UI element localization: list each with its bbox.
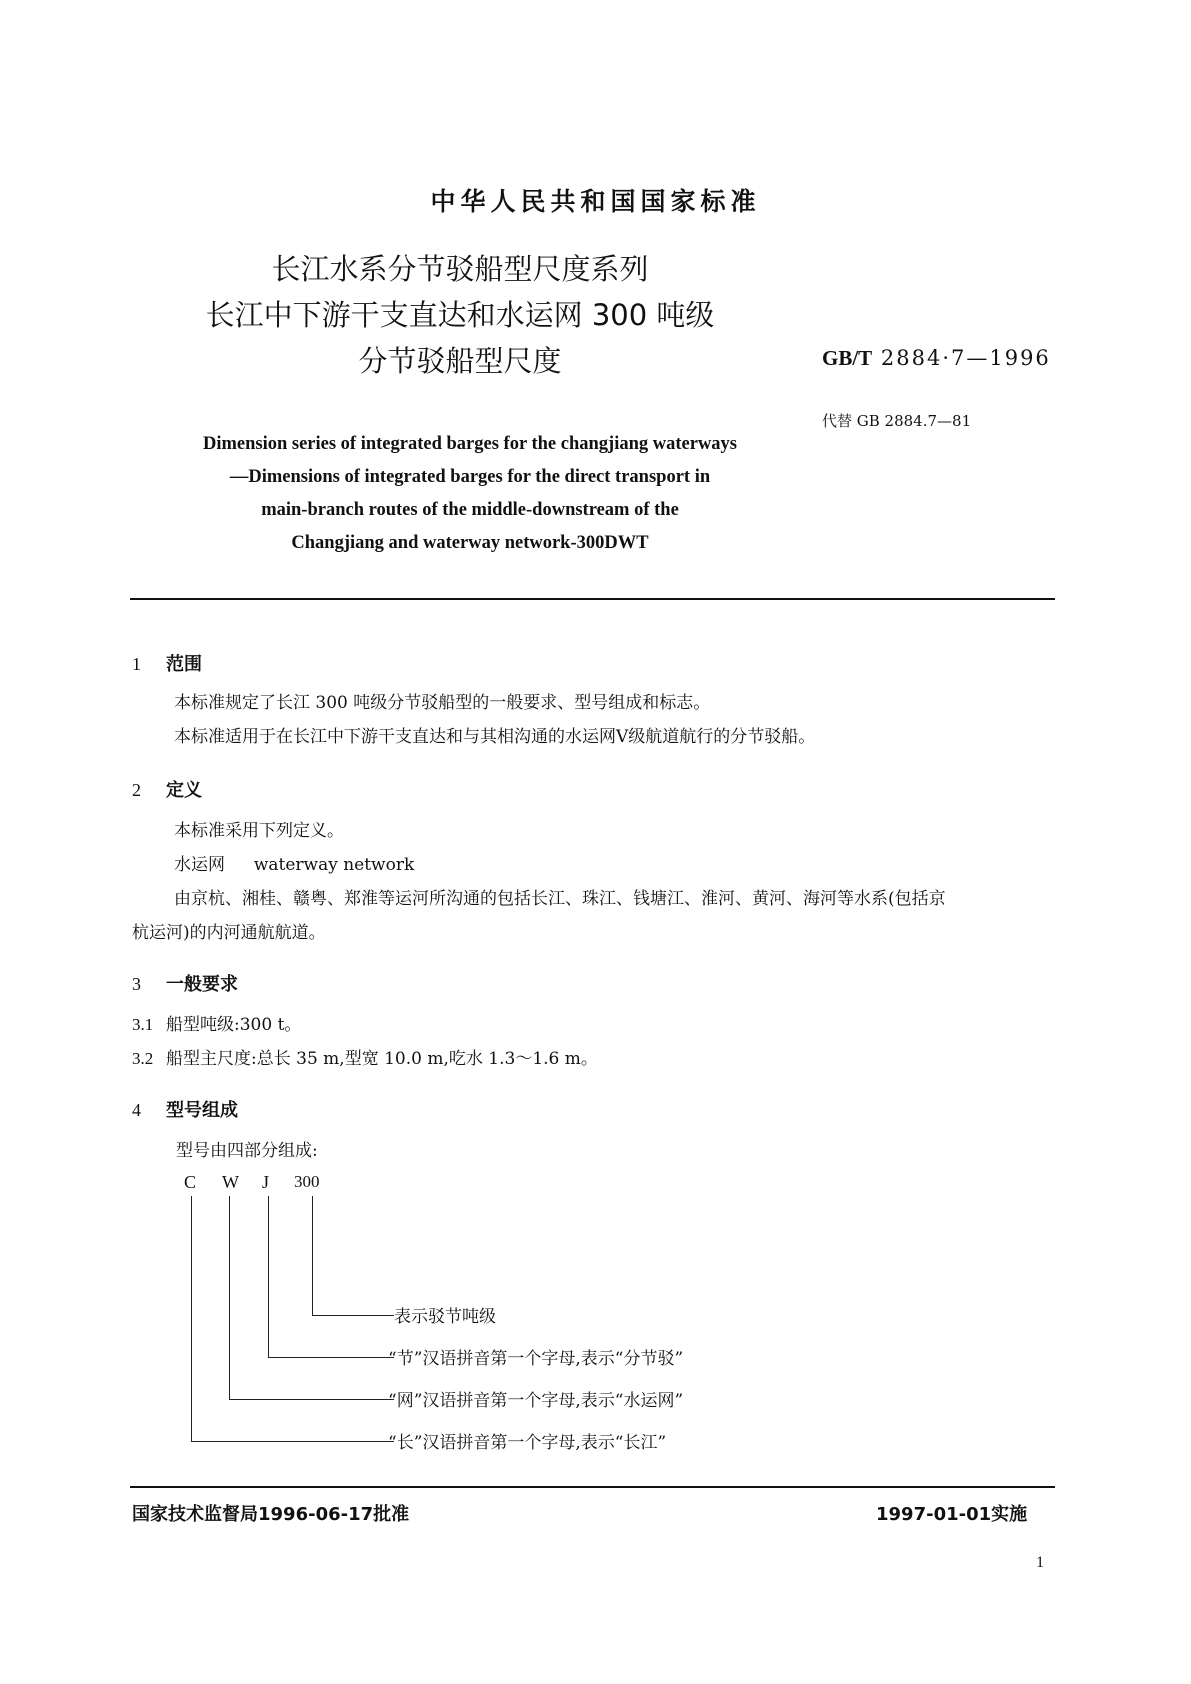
section-1-title: 范围 <box>166 654 202 675</box>
title-cn-line1: 长江水系分节驳船型尺度系列 <box>271 252 649 286</box>
term-cn: 水运网 <box>174 855 225 875</box>
bottom-rule <box>130 1486 1055 1488</box>
code-letter-w: W <box>222 1172 239 1192</box>
section-3-heading <box>132 970 238 996</box>
section-1-para-2: 本标准适用于在长江中下游干支直达和与其相沟通的水运网Ⅴ级航道航行的分节驳船。 <box>174 727 816 747</box>
top-rule <box>130 598 1055 600</box>
diagram-label-tonnage: 表示驳节吨级 <box>394 1307 496 1327</box>
approval-date: 国家技术监督局1996-06-17批准 <box>132 1504 410 1525</box>
replaces-note: 代替 GB 2884.7—81 <box>822 412 972 430</box>
code-letter-j: J <box>262 1172 270 1192</box>
term-en: waterway network <box>253 855 415 875</box>
section-4-intro: 型号由四部分组成: <box>176 1141 318 1161</box>
title-en-line3: main-branch routes of the middle-downstream of the <box>261 500 679 520</box>
section-3-2-text: 船型主尺度:总长 35 m,型宽 10.0 m,吃水 1.3～1.6 m。 <box>166 1049 598 1069</box>
diagram-label-w: “网”汉语拼音第一个字母,表示“水运网” <box>388 1391 684 1411</box>
standard-header: 中华人民共和国国家标准 <box>430 187 761 216</box>
bracket-line-c-horizontal <box>191 1441 394 1442</box>
section-2-para-3: 杭运河)的内河通航航道。 <box>132 923 326 943</box>
section-3-1-text: 船型吨级:300 t。 <box>166 1015 302 1035</box>
section-3-2 <box>132 1042 598 1076</box>
title-en-line4: Changjiang and waterway network-300DWT <box>291 533 649 553</box>
section-3-2-number: 3.2 <box>132 1049 154 1068</box>
bracket-line-tonnage-horizontal <box>312 1315 394 1316</box>
bracket-line-w-horizontal <box>229 1399 394 1400</box>
section-1-heading <box>132 650 202 676</box>
section-3-number: 3 <box>132 974 141 994</box>
bracket-line-j-horizontal <box>268 1357 394 1358</box>
section-3-1 <box>132 1008 301 1042</box>
diagram-label-j: “节”汉语拼音第一个字母,表示“分节驳” <box>388 1349 684 1369</box>
section-2-title: 定义 <box>166 780 202 801</box>
section-3-title: 一般要求 <box>166 974 238 995</box>
standard-code <box>822 346 1051 371</box>
section-3-1-number: 3.1 <box>132 1015 154 1034</box>
standard-number: 2884·7—1996 <box>880 346 1051 370</box>
page-number: 1 <box>1036 1554 1044 1571</box>
diagram-label-c: “长”汉语拼音第一个字母,表示“长江” <box>388 1433 667 1453</box>
title-cn-line3: 分节驳船型尺度 <box>358 344 562 378</box>
title-en-line2: —Dimensions of integrated barges for the direct transport in <box>229 467 711 487</box>
title-cn-line2: 长江中下游干支直达和水运网 300 吨级 <box>205 298 715 332</box>
title-en-line1: Dimension series of integrated barges for the changjiang waterways <box>202 434 738 454</box>
bracket-line-tonnage-vertical <box>312 1196 313 1316</box>
section-2-term <box>174 848 414 882</box>
section-4-title: 型号组成 <box>166 1100 238 1121</box>
section-1-number: 1 <box>132 654 141 674</box>
code-letter-c: C <box>184 1172 197 1192</box>
standard-prefix: GB/T <box>822 346 873 370</box>
section-1-para-1: 本标准规定了长江 300 吨级分节驳船型的一般要求、型号组成和标志。 <box>174 693 711 713</box>
bracket-line-c-vertical <box>191 1196 192 1442</box>
section-2-number: 2 <box>132 780 141 800</box>
section-2-para-2: 由京杭、湘桂、赣粤、郑淮等运河所沟通的包括长江、珠江、钱塘江、淮河、黄河、海河等水系(包括京 <box>174 889 946 909</box>
title-en <box>150 428 790 560</box>
bracket-line-j-vertical <box>268 1196 269 1358</box>
section-4-number: 4 <box>132 1100 141 1120</box>
bracket-line-w-vertical <box>229 1196 230 1400</box>
code-tonnage: 300 <box>294 1172 320 1191</box>
section-2-heading <box>132 776 202 802</box>
implementation-date: 1997-01-01实施 <box>876 1504 1028 1525</box>
section-4-heading <box>132 1096 238 1122</box>
section-2-para-1: 本标准采用下列定义。 <box>174 821 344 841</box>
